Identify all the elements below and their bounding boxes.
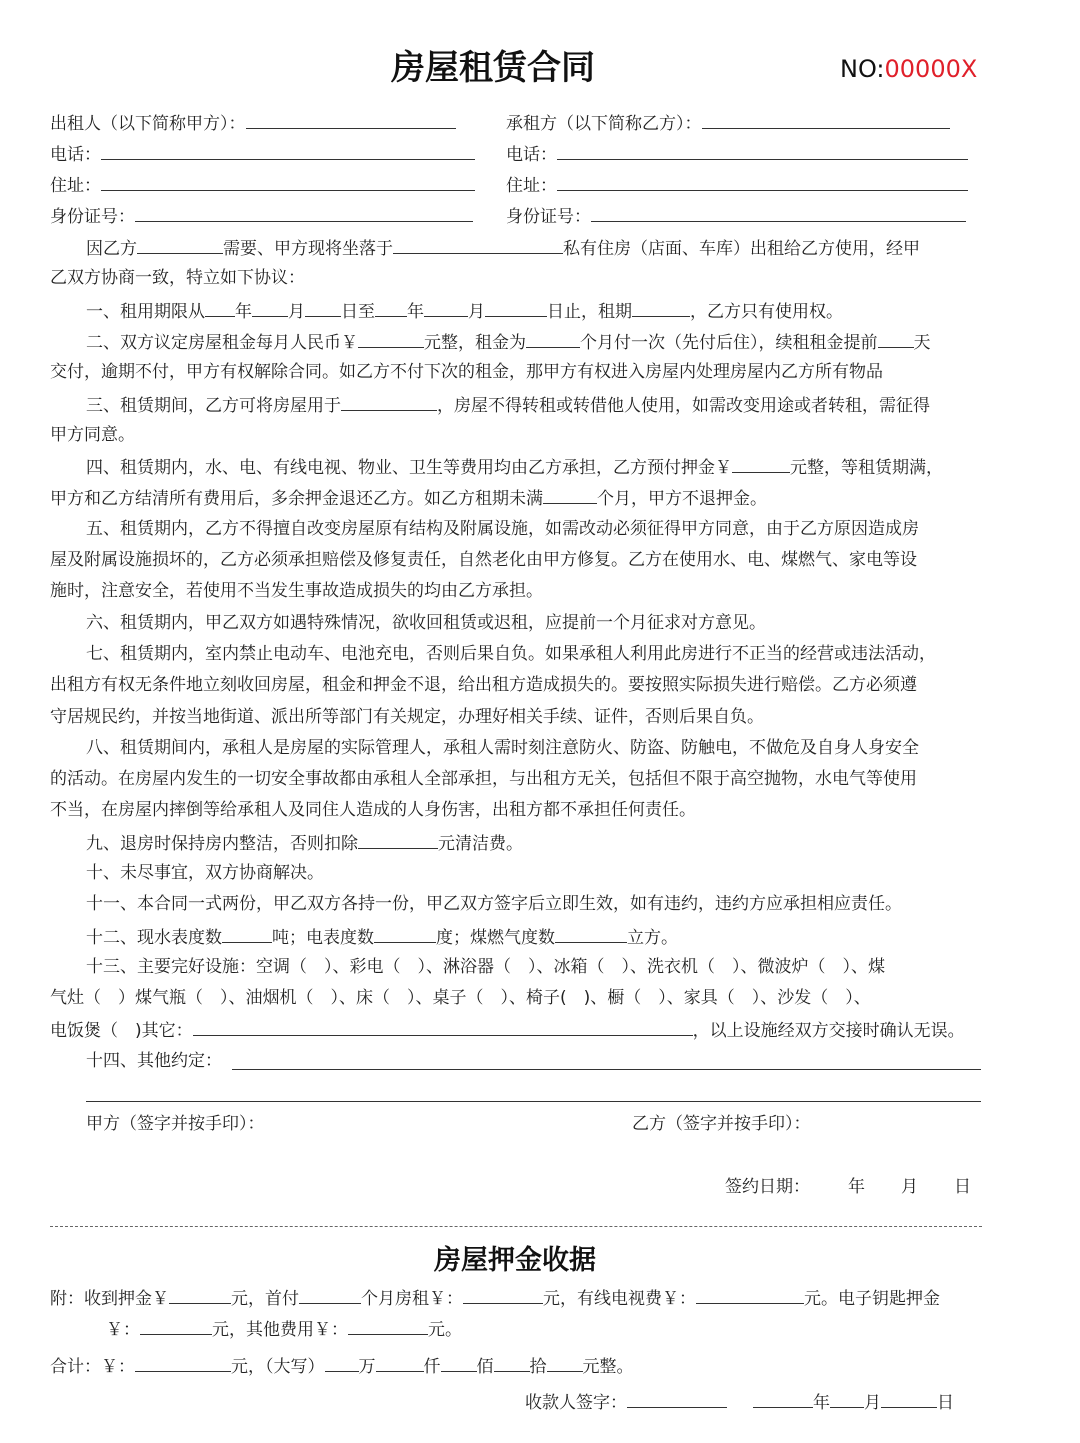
receipt-month: 月 <box>864 1393 881 1413</box>
property-location-field[interactable] <box>393 235 563 254</box>
clause-7-line-3: 守居规民约，并按当地街道、派出所等部门有关规定，办理好相关手续、证件，否则后果自负。 <box>50 707 764 727</box>
gas-meter-field[interactable] <box>555 924 627 943</box>
clause-1-month-2: 月 <box>468 302 485 322</box>
clause-4-text-d: 个月，甲方不退押金。 <box>597 489 767 509</box>
clause-5-line-3: 施时，注意安全，若使用不当发生事故造成损失的均由乙方承担。 <box>50 581 543 601</box>
clause-4-text-b: 元整，等租赁期满， <box>790 458 943 478</box>
cut-line <box>50 1226 982 1227</box>
receipt-total-field[interactable] <box>135 1353 231 1372</box>
water-meter-field[interactable] <box>222 924 272 943</box>
receipt-text-daxie: 元，（大写） <box>231 1357 325 1377</box>
lessee-id-row <box>506 203 966 229</box>
receipt-months-field[interactable] <box>299 1285 361 1304</box>
contract-number <box>840 55 977 83</box>
monthly-rent-field[interactable] <box>358 329 424 348</box>
clause-13-text-d: ，以上设施经双方交接时确认无误。 <box>692 1021 965 1041</box>
clause-6: 六、租赁期内，甲乙双方如遇特殊情况，欲收回租赁或迟租，应提前一个月征求对方意见。 <box>86 613 766 633</box>
receipt-year: 年 <box>813 1393 830 1413</box>
clause-1-text: 一、租用期限从 <box>86 302 205 322</box>
receipt-yuan-field[interactable] <box>547 1353 583 1372</box>
clause-8-line-1: 八、租赁期间内，承租人是房屋的实际管理人，承租人需时刻注意防火、防盗、防触电，不做危及自身人身安全 <box>86 738 919 758</box>
lessee-row <box>506 110 950 136</box>
min-months-field[interactable] <box>543 485 597 504</box>
clause-13-text-c: 电饭煲（ )其它： <box>50 1021 193 1041</box>
start-month-field[interactable] <box>252 298 288 317</box>
receipt-month-field[interactable] <box>830 1389 864 1408</box>
clause-2-line-1 <box>86 329 931 355</box>
receipt-cable-field[interactable] <box>696 1285 804 1304</box>
receipt-text-e: 元。电子钥匙押金 <box>804 1289 940 1309</box>
receipt-shi: 拾 <box>529 1357 547 1377</box>
clause-4-text-c: 甲方和乙方结清所有费用后，多余押金退还乙方。如乙方租期未满 <box>50 489 543 509</box>
lessor-address-label: 住址： <box>50 176 101 196</box>
clause-12-text-b: 吨；电表度数 <box>272 928 374 948</box>
purpose-field[interactable] <box>137 235 223 254</box>
payee-signature-label: 收款人签字： <box>525 1393 627 1413</box>
receipt-line-4 <box>525 1389 954 1415</box>
clause-8-line-3: 不当，在房屋内摔倒等给承租人及同住人造成的人身伤害，出租方都不承担任何责任。 <box>50 800 696 820</box>
clause-3-line-2: 甲方同意。 <box>50 425 135 445</box>
receipt-year-field[interactable] <box>753 1389 813 1408</box>
clause-7-line-2: 出租方有权无条件地立刻收回房屋，租金和押金不退，给出租方造成损失的。要按照实际损失进行赔偿。乙方必须遵 <box>50 675 917 695</box>
clause-1-month: 月 <box>288 302 305 322</box>
lessee-address-label: 住址： <box>506 176 557 196</box>
clause-2-text-d: 天 <box>913 333 931 353</box>
clause-3-text-b: ，房屋不得转租或转借他人使用，如需改变用途或者转租，需征得 <box>437 396 930 416</box>
clause-12 <box>86 924 678 950</box>
receipt-text-f: ￥： <box>106 1320 140 1340</box>
signing-date-day: 日 <box>954 1177 971 1197</box>
signing-date <box>725 1175 971 1199</box>
clause-4-line-2 <box>50 485 767 511</box>
contract-number-label: NO: <box>840 55 885 83</box>
receipt-qian-field[interactable] <box>376 1353 424 1372</box>
clause-5-line-1: 五、租赁期内，乙方不得擅自改变房屋原有结构及附属设施，如需改动必须征得甲方同意，由于乙方原因造成房 <box>86 519 919 539</box>
receipt-line-3 <box>50 1353 634 1379</box>
receipt-text-c: 个月房租￥： <box>361 1289 463 1309</box>
clause-9 <box>86 830 523 856</box>
receipt-text-h: 元。 <box>428 1320 462 1340</box>
clause-2-text-c: 个月付一次（先付后住），续租租金提前 <box>580 333 878 353</box>
other-facilities-field[interactable] <box>193 1017 693 1036</box>
end-month-field[interactable] <box>424 298 468 317</box>
receipt-text-a: 附：收到押金￥ <box>50 1289 169 1309</box>
end-year-field[interactable] <box>375 298 407 317</box>
party-a-signature-label: 甲方（签字并按手印）： <box>86 1114 265 1134</box>
signing-date-label: 签约日期： <box>725 1177 810 1197</box>
clause-9-text-a: 九、退房时保持房内整洁，否则扣除 <box>86 834 358 854</box>
clause-1-year-2: 年 <box>407 302 424 322</box>
intro-line-1 <box>86 235 920 261</box>
lessor-phone-row <box>50 141 475 167</box>
start-year-field[interactable] <box>205 298 235 317</box>
receipt-text-d: 元，有线电视费￥： <box>543 1289 696 1309</box>
deposit-amount-field[interactable] <box>732 454 790 473</box>
lessor-address-row <box>50 172 475 198</box>
other-terms-line-1[interactable] <box>232 1069 981 1070</box>
lessor-name-field[interactable] <box>246 110 456 129</box>
receipt-line-2 <box>106 1316 462 1342</box>
lessor-id-label: 身份证号： <box>50 207 135 227</box>
lessor-id-field[interactable] <box>135 203 473 222</box>
clause-8-line-2: 的活动。在房屋内发生的一切安全事故都由承租人全部承担，与出租方无关，包括但不限于高空抛物，水电气等使用 <box>50 769 917 789</box>
clause-11: 十一、本合同一式两份，甲乙双方各持一份，甲乙双方签字后立即生效，如有违约，违约方应承担相应责任。 <box>86 894 902 914</box>
clause-2-line-2: 交付，逾期不付，甲方有权解除合同。如乙方不付下次的租金，那甲方有权进入房屋内处理房屋内乙方所有物品 <box>50 362 883 382</box>
receipt-bai-field[interactable] <box>441 1353 477 1372</box>
payment-cycle-field[interactable] <box>526 329 580 348</box>
clause-3-text-a: 三、租赁期间，乙方可将房屋用于 <box>86 396 341 416</box>
receipt-wan: 万 <box>358 1357 376 1377</box>
lessor-label: 出租人（以下简称甲方）： <box>50 114 246 134</box>
clause-13-line-1: 十三、主要完好设施：空调（ ）、彩电（ ）、淋浴器（ ）、冰箱（ ）、洗衣机（ ）、微波炉（ ）、煤 <box>86 957 885 977</box>
lessor-phone-field[interactable] <box>101 141 475 160</box>
signing-date-year: 年 <box>848 1177 865 1197</box>
other-terms-line-2[interactable] <box>86 1101 981 1102</box>
lessee-phone-label: 电话： <box>506 145 557 165</box>
clause-4-line-1 <box>86 454 943 480</box>
receipt-rent-field[interactable] <box>463 1285 543 1304</box>
clause-13-line-2: 气灶（ ）煤气瓶（ ）、油烟机（ ）、床（ ）、桌子（ ）、椅子( )、橱（ ）、家具（ ）、沙发（ ）、 <box>50 988 871 1008</box>
receipt-day: 日 <box>937 1393 954 1413</box>
lessee-id-field[interactable] <box>591 203 966 222</box>
payee-signature-field[interactable] <box>627 1389 727 1408</box>
intro-line-2: 乙双方协商一致，特立如下协议： <box>50 268 305 288</box>
intro-text-c: 私有住房（店面、车库）出租给乙方使用，经甲 <box>563 239 920 259</box>
receipt-bai: 佰 <box>476 1357 494 1377</box>
clause-1 <box>86 298 843 324</box>
receipt-line-1 <box>50 1285 940 1311</box>
clause-1-end: ，乙方只有使用权。 <box>690 302 843 322</box>
clause-1-year: 年 <box>235 302 252 322</box>
clause-12-text-d: 立方。 <box>627 928 678 948</box>
receipt-text-g: 元，其他费用￥： <box>212 1320 348 1340</box>
contract-number-value: 00000X <box>884 55 978 83</box>
clause-12-text-a: 十二、现水表度数 <box>86 928 222 948</box>
signing-date-month: 月 <box>901 1177 918 1197</box>
receipt-shi-field[interactable] <box>494 1353 530 1372</box>
receipt-end: 元整。 <box>582 1357 634 1377</box>
clause-5-line-2: 屋及附属设施损坏的，乙方必须承担赔偿及修复责任，自然老化由甲方修复。乙方在使用水、电、煤燃气、家电等设 <box>50 550 917 570</box>
lessor-phone-label: 电话： <box>50 145 101 165</box>
clause-4-text-a: 四、租赁期内，水、电、有线电视、物业、卫生等费用均由乙方承担，乙方预付押金￥ <box>86 458 732 478</box>
party-b-signature-label: 乙方（签字并按手印）： <box>632 1114 811 1134</box>
clause-2-text-b: 元整，租金为 <box>424 333 526 353</box>
clause-3-line-1 <box>86 392 930 418</box>
clause-14: 十四、其他约定： <box>86 1051 222 1071</box>
intro-text-a: 因乙方 <box>86 239 137 259</box>
lessor-row <box>50 110 456 136</box>
receipt-qian: 仟 <box>423 1357 441 1377</box>
receipt-wan-field[interactable] <box>325 1353 359 1372</box>
document-title: 房屋租赁合同 <box>391 48 595 88</box>
receipt-key-deposit-field[interactable] <box>140 1316 212 1335</box>
receipt-day-field[interactable] <box>881 1389 937 1408</box>
receipt-total-label: 合计：￥： <box>50 1357 135 1377</box>
usage-field[interactable] <box>341 392 437 411</box>
lessee-id-label: 身份证号： <box>506 207 591 227</box>
renewal-days-field[interactable] <box>878 329 914 348</box>
clause-13-line-3 <box>50 1017 965 1043</box>
clause-12-text-c: 度；煤燃气度数 <box>436 928 555 948</box>
receipt-text-b: 元，首付 <box>231 1289 299 1309</box>
cleaning-fee-field[interactable] <box>358 830 438 849</box>
lessor-id-row <box>50 203 473 229</box>
lease-term-field[interactable] <box>632 298 690 317</box>
clause-1-day-to: 日至 <box>341 302 375 322</box>
clause-1-day-end: 日止，租期 <box>547 302 632 322</box>
lessee-label: 承租方（以下简称乙方）： <box>506 114 702 134</box>
intro-text-b: 需要、甲方现将坐落于 <box>223 239 393 259</box>
clause-7-line-1: 七、租赁期内，室内禁止电动车、电池充电，否则后果自负。如果承租人利用此房进行不正当的经营或违法活动， <box>86 644 936 664</box>
lessee-phone-row <box>506 141 968 167</box>
end-day-field[interactable] <box>485 298 547 317</box>
lessee-phone-field[interactable] <box>557 141 968 160</box>
lessor-address-field[interactable] <box>101 172 475 191</box>
clause-9-text-b: 元清洁费。 <box>438 834 523 854</box>
start-day-field[interactable] <box>305 298 341 317</box>
receipt-deposit-field[interactable] <box>169 1285 231 1304</box>
lessee-address-field[interactable] <box>557 172 968 191</box>
electric-meter-field[interactable] <box>374 924 436 943</box>
lessee-address-row <box>506 172 968 198</box>
receipt-other-fees-field[interactable] <box>348 1316 428 1335</box>
clause-2-text-a: 二、双方议定房屋租金每月人民币￥ <box>86 333 358 353</box>
clause-10: 十、未尽事宜，双方协商解决。 <box>86 863 324 883</box>
lessee-name-field[interactable] <box>702 110 950 129</box>
receipt-title: 房屋押金收据 <box>434 1245 596 1276</box>
